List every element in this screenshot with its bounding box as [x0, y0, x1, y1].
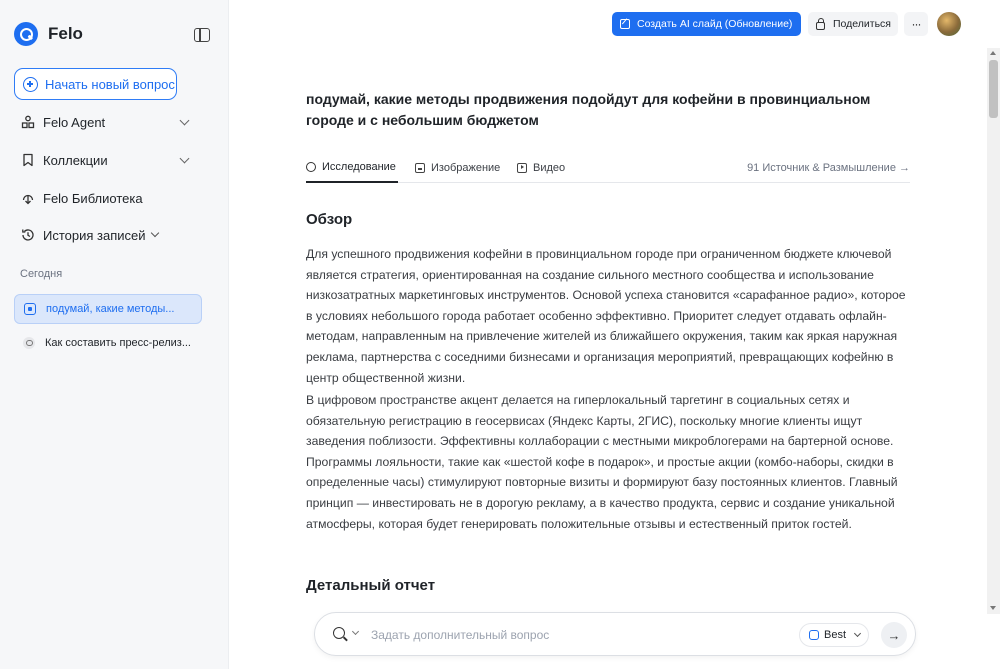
edit-icon [620, 19, 630, 29]
follow-up-box [314, 612, 916, 656]
overview-paragraph: В цифровом пространстве акцент делается на гиперлокальный таргетинг в социальных сетях и обязательную регистрацию в геосервисах (Яндекс Карты, 2ГИС), поскольку многие клиенты ищут заведения поблизости. Эффективны коллаборации с местными микроблогерами на бартерной основе. Программы лояльности, такие как «шестой кофе в подарок», и простые акции (комбо-наборы, скидки в определенные часы) стимулируют повторные визиты и формируют базу постоянных клиентов. Главный принцип — инвестировать не в дорогую рекламу, а в качество продукта, сервис и создание уникальной атмосферы, которая будет генерировать положительные отзывы и естественный приток гостей. [306, 393, 898, 531]
sidebar-item-felo-agent[interactable] [20, 111, 105, 133]
create-ai-slide-label: Создать AI слайд (Обновление) [637, 18, 793, 30]
sidebar-item-collections[interactable] [20, 149, 108, 171]
sidebar-item-label: Felo Agent [43, 114, 106, 130]
overview-heading: Обзор [306, 211, 353, 228]
create-ai-slide-button[interactable] [612, 12, 801, 36]
page-title: подумай, какие методы продвижения подойдут для кофейни в провинциальном городе и с небольшим бюджетом [306, 91, 871, 128]
plus-circle-icon [23, 77, 38, 92]
arrow-right-icon: → [887, 627, 901, 643]
video-icon [517, 163, 527, 173]
new-question-button[interactable] [14, 68, 177, 100]
more-options-button[interactable]: ··· [904, 12, 928, 36]
scroll-down-icon[interactable] [990, 606, 996, 610]
share-label: Поделиться [833, 18, 891, 30]
model-icon [809, 630, 819, 640]
search-icon [23, 337, 35, 349]
bookmark-icon [20, 152, 36, 168]
avatar[interactable] [937, 12, 961, 36]
tab-research[interactable] [306, 152, 398, 183]
search-icon[interactable] [333, 627, 345, 639]
history-item[interactable] [14, 294, 202, 324]
history-item-label: Как составить пресс-релиз... [45, 337, 191, 349]
tab-image[interactable] [415, 152, 500, 183]
tab-video[interactable] [517, 152, 565, 183]
sidebar-item-label: Felo Библиотека [43, 190, 143, 206]
new-question-label: Начать новый вопрос [45, 76, 175, 92]
research-icon [24, 303, 36, 315]
image-icon [415, 163, 425, 173]
detail-report-heading: Детальный отчет [306, 577, 436, 594]
share-button[interactable] [808, 12, 898, 36]
sidebar-toggle-icon[interactable] [194, 28, 210, 42]
history-section-label: Сегодня [20, 268, 63, 280]
history-item[interactable] [14, 328, 202, 358]
model-select[interactable] [799, 623, 869, 647]
chevron-down-icon[interactable] [180, 116, 190, 126]
felo-logo-icon [14, 22, 38, 46]
sidebar [0, 0, 229, 669]
chevron-down-icon[interactable] [352, 628, 359, 635]
brand-name: Felo [48, 24, 83, 43]
scrollbar-thumb[interactable] [989, 60, 998, 118]
model-select-label: Best [824, 629, 847, 641]
sidebar-item-label: Коллекции [43, 152, 108, 168]
chevron-down-icon[interactable] [180, 154, 190, 164]
chevron-down-icon [854, 630, 861, 637]
result-tabs [306, 152, 910, 183]
sidebar-item-label: История записей [43, 227, 146, 243]
bulb-icon [306, 162, 316, 172]
sidebar-item-history[interactable] [20, 224, 158, 246]
sidebar-item-library[interactable] [20, 187, 143, 209]
library-icon [20, 190, 36, 206]
send-button[interactable] [881, 622, 907, 648]
history-item-label: подумай, какие методы... [46, 303, 175, 315]
scrollbar[interactable] [987, 48, 1000, 614]
overview-paragraph: Для успешного продвижения кофейни в провинциальном городе при ограниченном бюджете ключевой является стратегия, ориентированная на создание сильного местного сообщества и использование низкозатратных маркетинговых инструментов. Основой успеха становится «сарафанное радио», которое в условиях небольшого города работает особенно эффективно. Приоритет следует отдавать офлайн-методам, направленным на привлечение жителей из ближайшего окружения, таким как яркая наружная реклама, партнерства с соседними бизнесами и организация мероприятий, превращающих кофейню в центр общественной жизни. [306, 247, 906, 385]
history-icon [20, 227, 36, 243]
brand-logo[interactable] [14, 22, 83, 46]
chevron-down-icon [150, 229, 158, 237]
follow-up-input[interactable] [371, 625, 791, 645]
agent-icon [20, 114, 36, 130]
tab-label: Изображение [431, 161, 501, 174]
tab-label: Видео [533, 161, 566, 174]
lock-icon [816, 22, 825, 30]
tab-label: Исследование [322, 160, 396, 173]
sources-link[interactable]: 91 Источник & Размышление → [747, 161, 910, 174]
scroll-up-icon[interactable] [990, 51, 996, 55]
